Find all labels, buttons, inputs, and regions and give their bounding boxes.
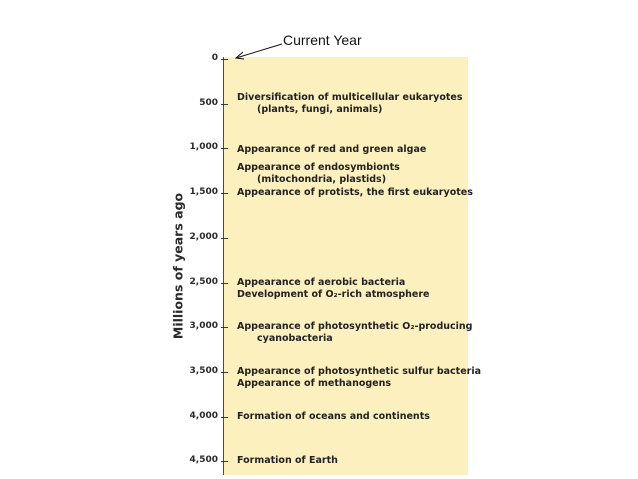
tick-label: 500 <box>199 97 218 108</box>
event-line: Appearance of aerobic bacteria <box>237 276 406 288</box>
tick-label: 4,000 <box>189 410 218 421</box>
tick-label: 1,500 <box>189 187 218 198</box>
tick-label: 2,000 <box>189 231 218 242</box>
event-line: Appearance of methanogens <box>237 377 392 389</box>
event-line: (mitochondria, plastids) <box>257 174 387 186</box>
axis-title: Millions of years ago <box>170 192 186 340</box>
event-line: (plants, fungi, animals) <box>257 103 383 115</box>
current-year-label: Current Year <box>283 32 362 48</box>
tick-label: 1,000 <box>189 142 218 153</box>
tick-label: 2,500 <box>189 276 218 287</box>
event-line: Appearance of endosymbionts <box>237 162 400 174</box>
event-line: Formation of Earth <box>237 455 338 467</box>
event-line: Diversification of multicellular eukaryotes <box>237 91 463 103</box>
tick-label: 3,000 <box>189 321 218 332</box>
tick-label: 0 <box>211 53 218 63</box>
tick-label: 3,500 <box>189 365 218 376</box>
event-line: Appearance of photosynthetic O₂-producing <box>237 321 473 333</box>
event-line: Development of O₂-rich atmosphere <box>237 288 430 300</box>
event-line: Appearance of photosynthetic sulfur bacteria <box>237 365 482 377</box>
tick-label: 4,500 <box>189 455 218 466</box>
event-line: cyanobacteria <box>257 333 333 345</box>
event-line: Appearance of protists, the first eukaryotes <box>237 187 473 199</box>
event-line: Formation of oceans and continents <box>237 410 430 422</box>
event-line: Appearance of red and green algae <box>237 144 427 156</box>
